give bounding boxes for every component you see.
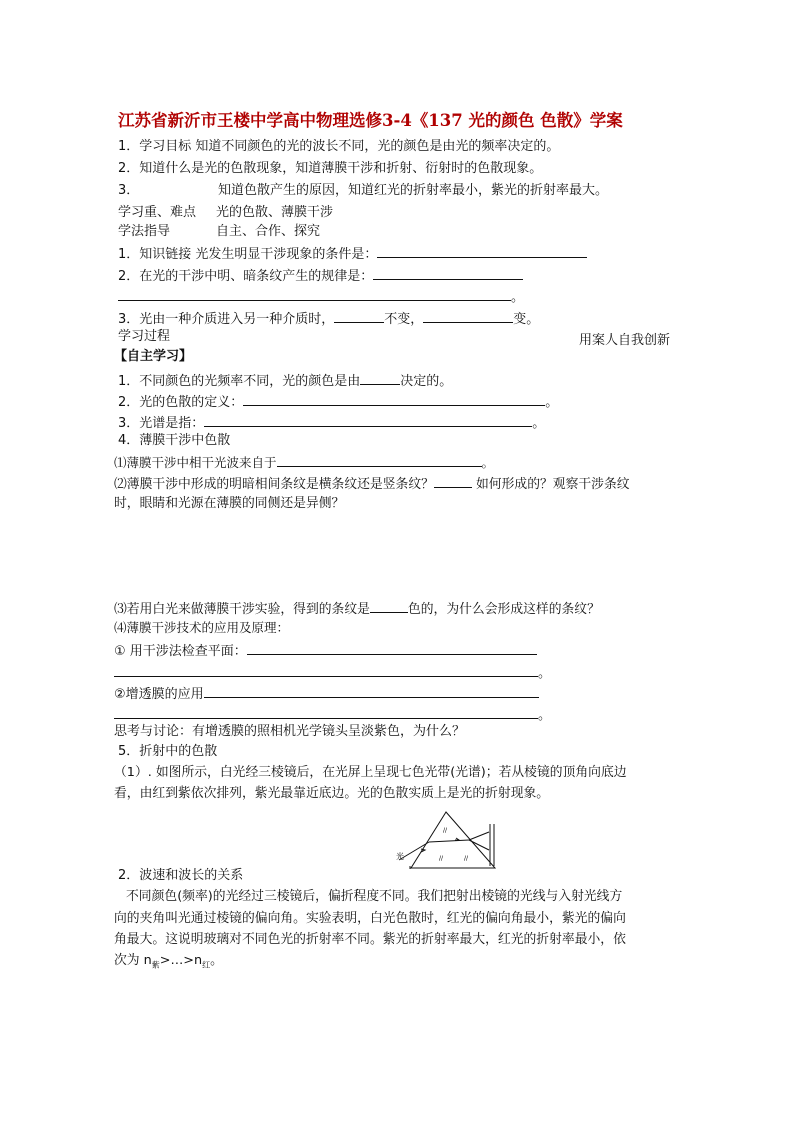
review-q1-blank[interactable] xyxy=(377,244,587,258)
review-q3-text-b: 不变， xyxy=(384,312,424,327)
self-study-1-blank[interactable] xyxy=(360,371,400,385)
self-study-4-2-text-b: 如何形成的？观察干涉条纹 xyxy=(476,477,630,492)
self-study-5-1b: 看，由红到紫依次排列，紫光最靠近底边。光的色散实质上是光的折射现象。 xyxy=(114,786,550,801)
review-q3-blank-1[interactable] xyxy=(334,309,384,323)
application-2-end: 。 xyxy=(538,708,552,723)
objective-1: 1．学习目标 知道不同颜色的光的波长不同，光的颜色是由光的频率决定的。 xyxy=(118,139,560,154)
figure-label: 光 xyxy=(396,852,404,861)
application-1-line2 xyxy=(114,663,551,682)
self-study-4: 4．薄膜干涉中色散 xyxy=(118,433,231,448)
self-study-3-blank[interactable] xyxy=(204,413,532,427)
method-text: 自主、合作、探究 xyxy=(216,224,321,239)
self-study-4-4: ⑷薄膜干涉技术的应用及原理： xyxy=(114,620,290,635)
application-1 xyxy=(114,641,537,660)
svg-text://: // xyxy=(443,827,448,834)
application-1-blank-2[interactable] xyxy=(114,663,538,677)
self-study-5-1a: （1）. 如图所示，白光经三棱镜后，在光屏上呈现七色光带(光谱)；若从棱镜的顶角向底边 xyxy=(114,765,627,780)
self-study-2-end: 。 xyxy=(545,395,559,410)
self-study-1-text-a: 1．不同颜色的光频率不同，光的颜色是由 xyxy=(118,374,361,389)
svg-text://: // xyxy=(439,855,444,862)
objective-3: 知道色散产生的原因，知道红光的折射率最小，紫光的折射率最大。 xyxy=(218,183,609,198)
self-study-4-3-text-b: 色的，为什么会形成这样的条纹？ xyxy=(407,602,600,617)
self-study-1 xyxy=(118,371,452,390)
wave-p4-sub-red: 红 xyxy=(202,960,211,970)
review-q2-line2 xyxy=(118,287,524,306)
wave-p4-b: >…>n xyxy=(159,953,203,968)
prism-dispersion-figure xyxy=(395,810,525,872)
review-q3-text-c: 变。 xyxy=(513,312,540,327)
self-study-heading: 【自主学习】 xyxy=(114,349,193,364)
review-q1-text: 1．知识链接 光发生明显干涉现象的条件是： xyxy=(118,247,378,262)
self-study-4-1-text: ⑴薄膜干涉中相干光波来自于 xyxy=(114,455,277,470)
self-study-1-text-b: 决定的。 xyxy=(400,374,453,389)
review-q3-blank-2[interactable] xyxy=(423,309,513,323)
review-q3-text-a: 3．光由一种介质进入另一种介质时， xyxy=(118,312,335,327)
application-2-blank-2[interactable] xyxy=(114,705,538,719)
self-study-4-2 xyxy=(114,474,630,493)
self-study-4-2-text-a: ⑵薄膜干涉中形成的明暗相间条纹是横条纹还是竖条纹？ xyxy=(114,477,434,492)
self-study-2-text: 2．光的色散的定义： xyxy=(118,395,244,410)
key-points-label: 学习重、难点 xyxy=(118,205,197,220)
application-1-blank[interactable] xyxy=(247,641,537,655)
exit-ray-violet xyxy=(469,840,489,850)
self-study-5: 5．折射中的色散 xyxy=(118,744,218,759)
wave-p4-a: 次为 n xyxy=(114,953,152,968)
objective-2: 2．知道什么是光的色散现象，知道薄膜干涉和折射、衍射时的色散现象。 xyxy=(118,161,543,176)
application-2-blank[interactable] xyxy=(204,684,539,698)
review-q2-blank-2[interactable] xyxy=(118,287,511,301)
self-study-3-text: 3．光谱是指： xyxy=(118,416,205,431)
application-2-line2 xyxy=(114,705,551,724)
exit-ray-red xyxy=(469,832,489,840)
wave-paragraph-3: 角最大。这说明玻璃对不同色光的折射率不同。紫光的折射率最大，红光的折射率最小，依 xyxy=(114,932,626,947)
method-label: 学法指导 xyxy=(118,224,171,239)
process-label: 学习过程 xyxy=(118,329,171,344)
application-2-text: ②增透膜的应用 xyxy=(114,687,204,702)
review-q2-end: 。 xyxy=(511,290,525,305)
self-study-4-3 xyxy=(114,599,600,618)
self-study-3-end: 。 xyxy=(532,416,546,431)
review-q2-blank[interactable] xyxy=(373,266,523,280)
objective-3-num: 3． xyxy=(118,183,140,198)
prism-icon xyxy=(411,812,495,868)
self-study-4-1 xyxy=(114,453,494,471)
wave-paragraph-4 xyxy=(114,953,223,974)
wave-p4-c: 。 xyxy=(210,953,223,968)
application-2 xyxy=(114,684,539,703)
wave-paragraph-2: 向的夹角叫光通过棱镜的偏向角。实验表明，白光色散时，红光的偏向角最小，紫光的偏向 xyxy=(114,911,626,926)
key-points-text: 光的色散、薄膜干涉 xyxy=(216,205,334,220)
self-study-4-1-end: 。 xyxy=(481,455,495,470)
self-study-4-3-text-a: ⑶若用白光来做薄膜干涉实验，得到的条纹是 xyxy=(114,602,370,617)
refracted-ray xyxy=(429,840,469,842)
self-study-4-2-blank[interactable] xyxy=(434,474,472,488)
review-q1 xyxy=(118,244,587,263)
self-study-4-2-line2: 时，眼睛和光源在薄膜的同侧还是异侧？ xyxy=(114,496,345,511)
application-1-end: 。 xyxy=(538,666,552,681)
discussion: 思考与讨论：有增透膜的照相机光学镜头呈淡紫色，为什么？ xyxy=(114,724,466,739)
self-study-4-3-blank[interactable] xyxy=(370,599,408,613)
page-title: 江苏省新沂市王楼中学高中物理选修3-4《137 光的颜色 色散》学案 xyxy=(118,111,623,130)
review-q2 xyxy=(118,266,523,285)
wave-paragraph-1: 不同颜色(频率)的光经过三棱镜后，偏折程度不同。我们把射出棱镜的光线与入射光线方 xyxy=(126,889,623,904)
self-study-2 xyxy=(118,392,558,411)
review-q3 xyxy=(118,309,539,328)
self-study-3 xyxy=(118,413,545,432)
wave-p4-sub-violet: 紫 xyxy=(151,960,160,970)
application-1-text: ① 用干涉法检查平面： xyxy=(114,644,247,659)
self-study-2-blank[interactable] xyxy=(243,392,545,406)
process-right-label: 用案人自我创新 xyxy=(579,333,671,348)
self-study-4-1-blank[interactable] xyxy=(277,453,482,467)
svg-text://: // xyxy=(464,855,469,862)
review-q2-text: 2．在光的干涉中明、暗条纹产生的规律是： xyxy=(118,269,374,284)
wave-heading: 2．波速和波长的关系 xyxy=(118,868,244,883)
